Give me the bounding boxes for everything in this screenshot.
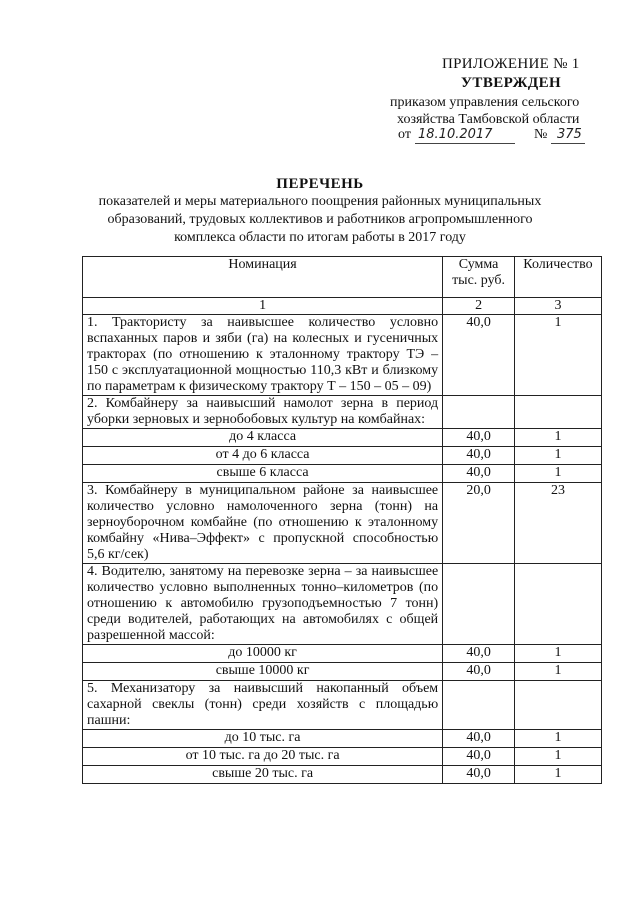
number-underline [551, 143, 585, 144]
table-row [83, 564, 602, 645]
quantity-cell: 1 [514, 447, 601, 465]
quantity-cell: 1 [514, 730, 601, 748]
sum-cell: 40,0 [443, 645, 515, 663]
table-subrow [83, 429, 602, 447]
quantity-cell: 1 [514, 748, 601, 766]
nomination-cell: свыше 20 тыс. га [83, 766, 443, 784]
quantity-cell [514, 681, 601, 730]
sum-cell: 40,0 [443, 447, 515, 465]
sum-cell: 20,0 [443, 483, 515, 564]
nomination-cell: 4. Водителю, занятому на перевозке зерна – за наивысшее количество условно выполненных тонно–километров (по отношению к автомобилю грузоподъемностью 7 тонн) среди водителей, работающих на автомобилях с общей разрешенной массой: [83, 564, 443, 645]
sum-cell: 40,0 [443, 766, 515, 784]
appendix-label: ПРИЛОЖЕНИЕ № 1 [442, 56, 580, 72]
table-subrow [83, 465, 602, 483]
column-header-sum: Сумма тыс. руб. [443, 257, 515, 298]
column-number: 3 [514, 298, 601, 315]
table-header-row [83, 257, 602, 298]
date-underline [415, 143, 515, 144]
table-row [83, 315, 602, 396]
quantity-cell: 1 [514, 766, 601, 784]
quantity-cell: 1 [514, 645, 601, 663]
sum-cell: 40,0 [443, 465, 515, 483]
nomination-cell: 1. Трактористу за наивысшее количество условно вспаханных паров и зяби (га) на колесных и гусеничных тракторах (по отношению к эталонному трактору ТЭ – 150 с эксплуатационной мощностью 110,3 кВт и близкому по параметрам к физическому трактору Т – 150 – 05 – 09) [83, 315, 443, 396]
document-subtitle: показателей и меры материального поощрения районных муниципальных образований, трудовых коллективов и работников агропромышленного комплекса области по итогам работы в 2017 году [98, 194, 542, 245]
sum-cell: 40,0 [443, 748, 515, 766]
quantity-cell [514, 564, 601, 645]
table-row [83, 681, 602, 730]
sum-cell: 40,0 [443, 315, 515, 396]
table-subrow [83, 730, 602, 748]
table-subrow [83, 766, 602, 784]
column-number: 2 [443, 298, 515, 315]
sum-cell: 40,0 [443, 429, 515, 447]
table-subrow [83, 447, 602, 465]
sum-cell [443, 681, 515, 730]
from-label: от [398, 127, 411, 142]
quantity-cell: 1 [514, 429, 601, 447]
order-line-1: приказом управления сельского [390, 95, 580, 110]
column-header-quantity: Количество [514, 257, 601, 298]
column-header-nomination: Номинация [83, 257, 443, 298]
nomination-cell: 3. Комбайнеру в муниципальном районе за наивысшее количество условно намолоченного зерна (тонн) на зерноуборочном комбайне (по отношению к эталонному комбайну «Нива–Эффект» с пропускной способностью 5,6 кг/сек) [83, 483, 443, 564]
nomination-cell: до 10000 кг [83, 645, 443, 663]
nomination-cell: свыше 6 класса [83, 465, 443, 483]
column-number-row [83, 298, 602, 315]
handwritten-number: 375 [557, 127, 582, 142]
column-number: 1 [83, 298, 443, 315]
table-body [83, 315, 602, 784]
table-subrow [83, 663, 602, 681]
number-label: № [534, 127, 548, 142]
nomination-cell: до 10 тыс. га [83, 730, 443, 748]
nomination-cell: 2. Комбайнеру за наивысший намолот зерна в период уборки зерновых и зернобобовых культур на комбайнах: [83, 396, 443, 429]
handwritten-date: 18.10.2017 [418, 127, 493, 142]
sum-cell [443, 396, 515, 429]
sum-cell: 40,0 [443, 730, 515, 748]
quantity-cell: 1 [514, 465, 601, 483]
quantity-cell: 23 [514, 483, 601, 564]
nomination-cell: от 10 тыс. га до 20 тыс. га [83, 748, 443, 766]
table-row [83, 396, 602, 429]
quantity-cell: 1 [514, 663, 601, 681]
order-line-2: хозяйства Тамбовской области [397, 112, 580, 127]
nomination-cell: от 4 до 6 класса [83, 447, 443, 465]
approved-label: УТВЕРЖДЕН [461, 75, 562, 91]
sum-cell [443, 564, 515, 645]
table-subrow [83, 748, 602, 766]
nominations-table [82, 256, 602, 784]
document-title: ПЕРЕЧЕНЬ [276, 176, 364, 192]
nomination-cell: до 4 класса [83, 429, 443, 447]
quantity-cell: 1 [514, 315, 601, 396]
nomination-cell: свыше 10000 кг [83, 663, 443, 681]
nomination-cell: 5. Механизатору за наивысший накопанный объем сахарной свеклы (тонн) среди хозяйств с площадью пашни: [83, 681, 443, 730]
quantity-cell [514, 396, 601, 429]
sum-cell: 40,0 [443, 663, 515, 681]
table-row [83, 483, 602, 564]
table-subrow [83, 645, 602, 663]
